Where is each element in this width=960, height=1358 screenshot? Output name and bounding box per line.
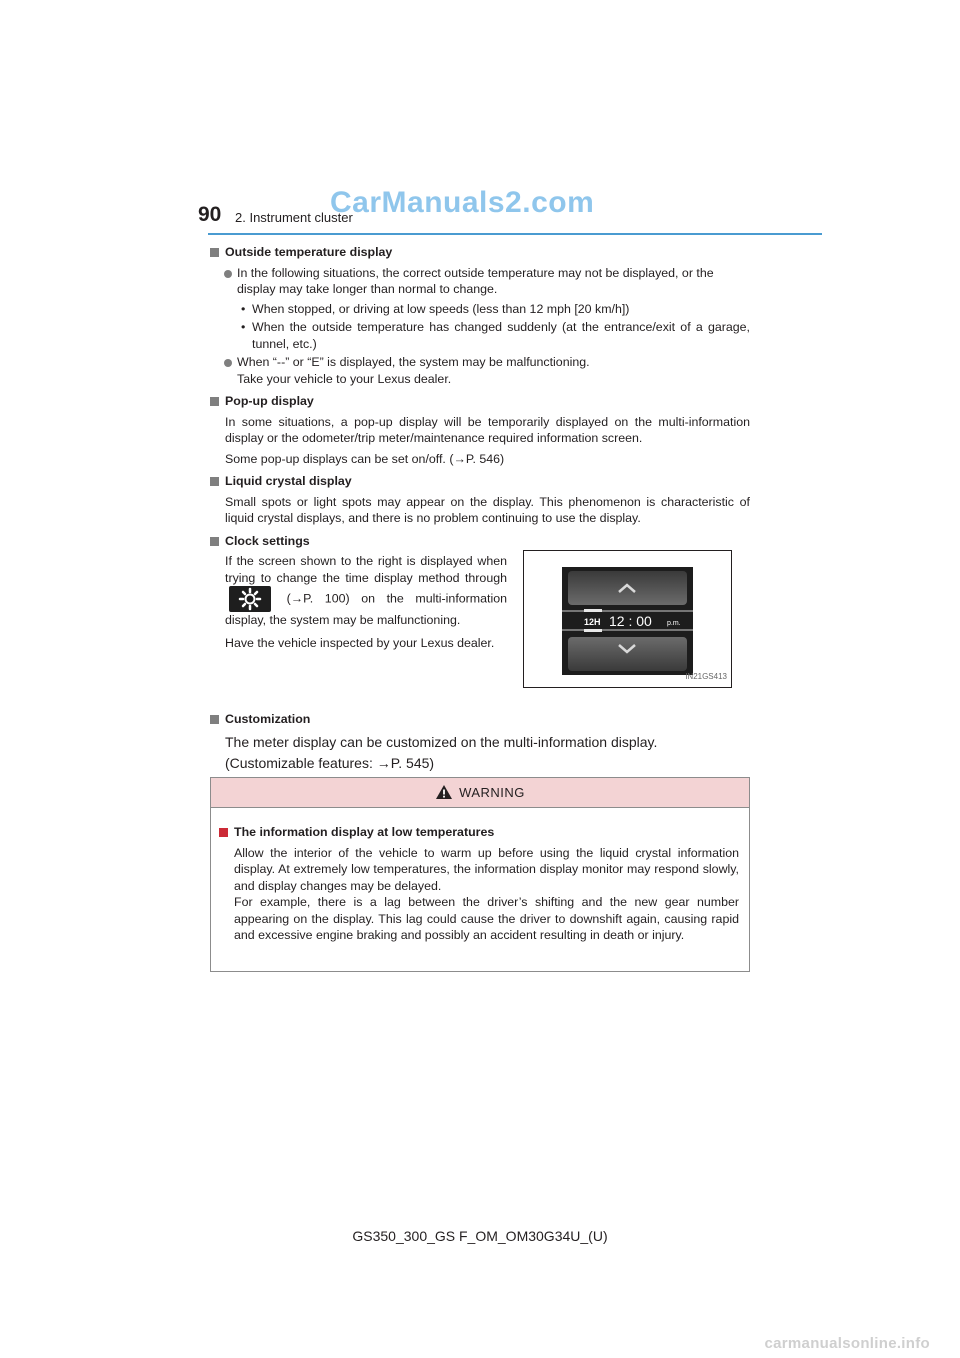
paragraph: In some situations, a pop-up display will be temporarily displayed on the multi-information display or the odometer/trip meter/maintenance required information screen. xyxy=(225,414,750,445)
warning-body xyxy=(211,808,749,944)
main-content xyxy=(210,244,750,778)
warning-heading: The information display at low temperatures xyxy=(219,824,739,841)
clock-ampm-label: p.m. xyxy=(667,620,681,627)
square-marker-icon xyxy=(210,248,219,257)
clock-mode-label: 12H xyxy=(584,617,601,627)
clock-time-label: 12 : 00 xyxy=(609,613,652,629)
square-marker-icon xyxy=(210,715,219,724)
watermark-bottom: carmanualsonline.info xyxy=(764,1335,930,1352)
warning-triangle-icon xyxy=(435,784,453,800)
paragraph: For example, there is a lag between the driver’s shifting and the new gear number appearing on the display. This lag could cause the driver to downshift again, causing rapid and excessive engine braking and possibly an accident resulting in death or injury. xyxy=(234,895,739,942)
bullet-item: In the following situations, the correct outside temperature may not be displayed, or the display may take longer than normal to change. xyxy=(210,265,750,298)
circle-bullet-icon xyxy=(224,359,232,367)
section-title: 2. Instrument cluster xyxy=(235,210,353,225)
circle-bullet-icon xyxy=(224,270,232,278)
clock-screen-graphic xyxy=(562,567,693,675)
figure-code: IN21GS413 xyxy=(685,671,727,681)
heading-outside-temperature: Outside temperature display xyxy=(210,244,750,261)
square-marker-icon xyxy=(210,537,219,546)
clock-settings-block xyxy=(210,553,750,703)
clock-settings-screen xyxy=(562,567,693,675)
gear-icon xyxy=(229,586,271,612)
square-marker-icon xyxy=(219,828,228,837)
warning-box xyxy=(210,777,750,972)
bullet-item: When “--” or “E” is displayed, the system may be malfunctioning. Take your vehicle to your Lexus dealer. xyxy=(210,354,750,387)
clock-settings-text: If the screen shown to the right is displayed when trying to change the time display method through (→P. 100) on the multi-information display, the system may be malfunctioning. Have the vehicle inspected by your Lexus dealer. xyxy=(225,554,507,650)
paragraph: Some pop-up displays can be set on/off. (→P. 546) xyxy=(225,451,505,466)
paragraph: The meter display can be customized on the multi-information display. xyxy=(225,733,658,750)
heading-popup-display: Pop-up display xyxy=(210,393,750,410)
footer-code: GS350_300_GS F_OM_OM30G34U_(U) xyxy=(352,1228,608,1244)
paragraph: Small spots or light spots may appear on the display. This phenomenon is characteristic of liquid crystal displays, and there is no problem continuing to use the display. xyxy=(225,494,750,525)
heading-liquid-crystal-display: Liquid crystal display xyxy=(210,473,750,490)
square-marker-icon xyxy=(210,397,219,406)
page-number: 90 xyxy=(198,203,222,226)
paragraph: (Customizable features: →P. 545) xyxy=(225,754,435,771)
warning-header xyxy=(211,778,749,808)
clock-settings-figure xyxy=(523,550,732,688)
watermark-top: CarManuals2.com xyxy=(330,186,595,219)
paragraph: Allow the interior of the vehicle to warm up before using the liquid crystal information display. At extremely low temperatures, the information display monitor may respond slowly, and display changes may be delayed. xyxy=(234,845,739,893)
heading-customization: Customization xyxy=(210,711,750,728)
sub-item: • When stopped, or driving at low speeds (less than 12 mph [20 km/h]) xyxy=(241,301,630,316)
sub-item: • When the outside temperature has changed suddenly (at the entrance/exit of a garage, tunnel, etc.) xyxy=(241,320,750,351)
heading-clock-settings: Clock settings xyxy=(210,533,750,550)
square-marker-icon xyxy=(210,477,219,486)
warning-title: WARNING xyxy=(459,785,525,800)
header-rule xyxy=(208,233,822,235)
